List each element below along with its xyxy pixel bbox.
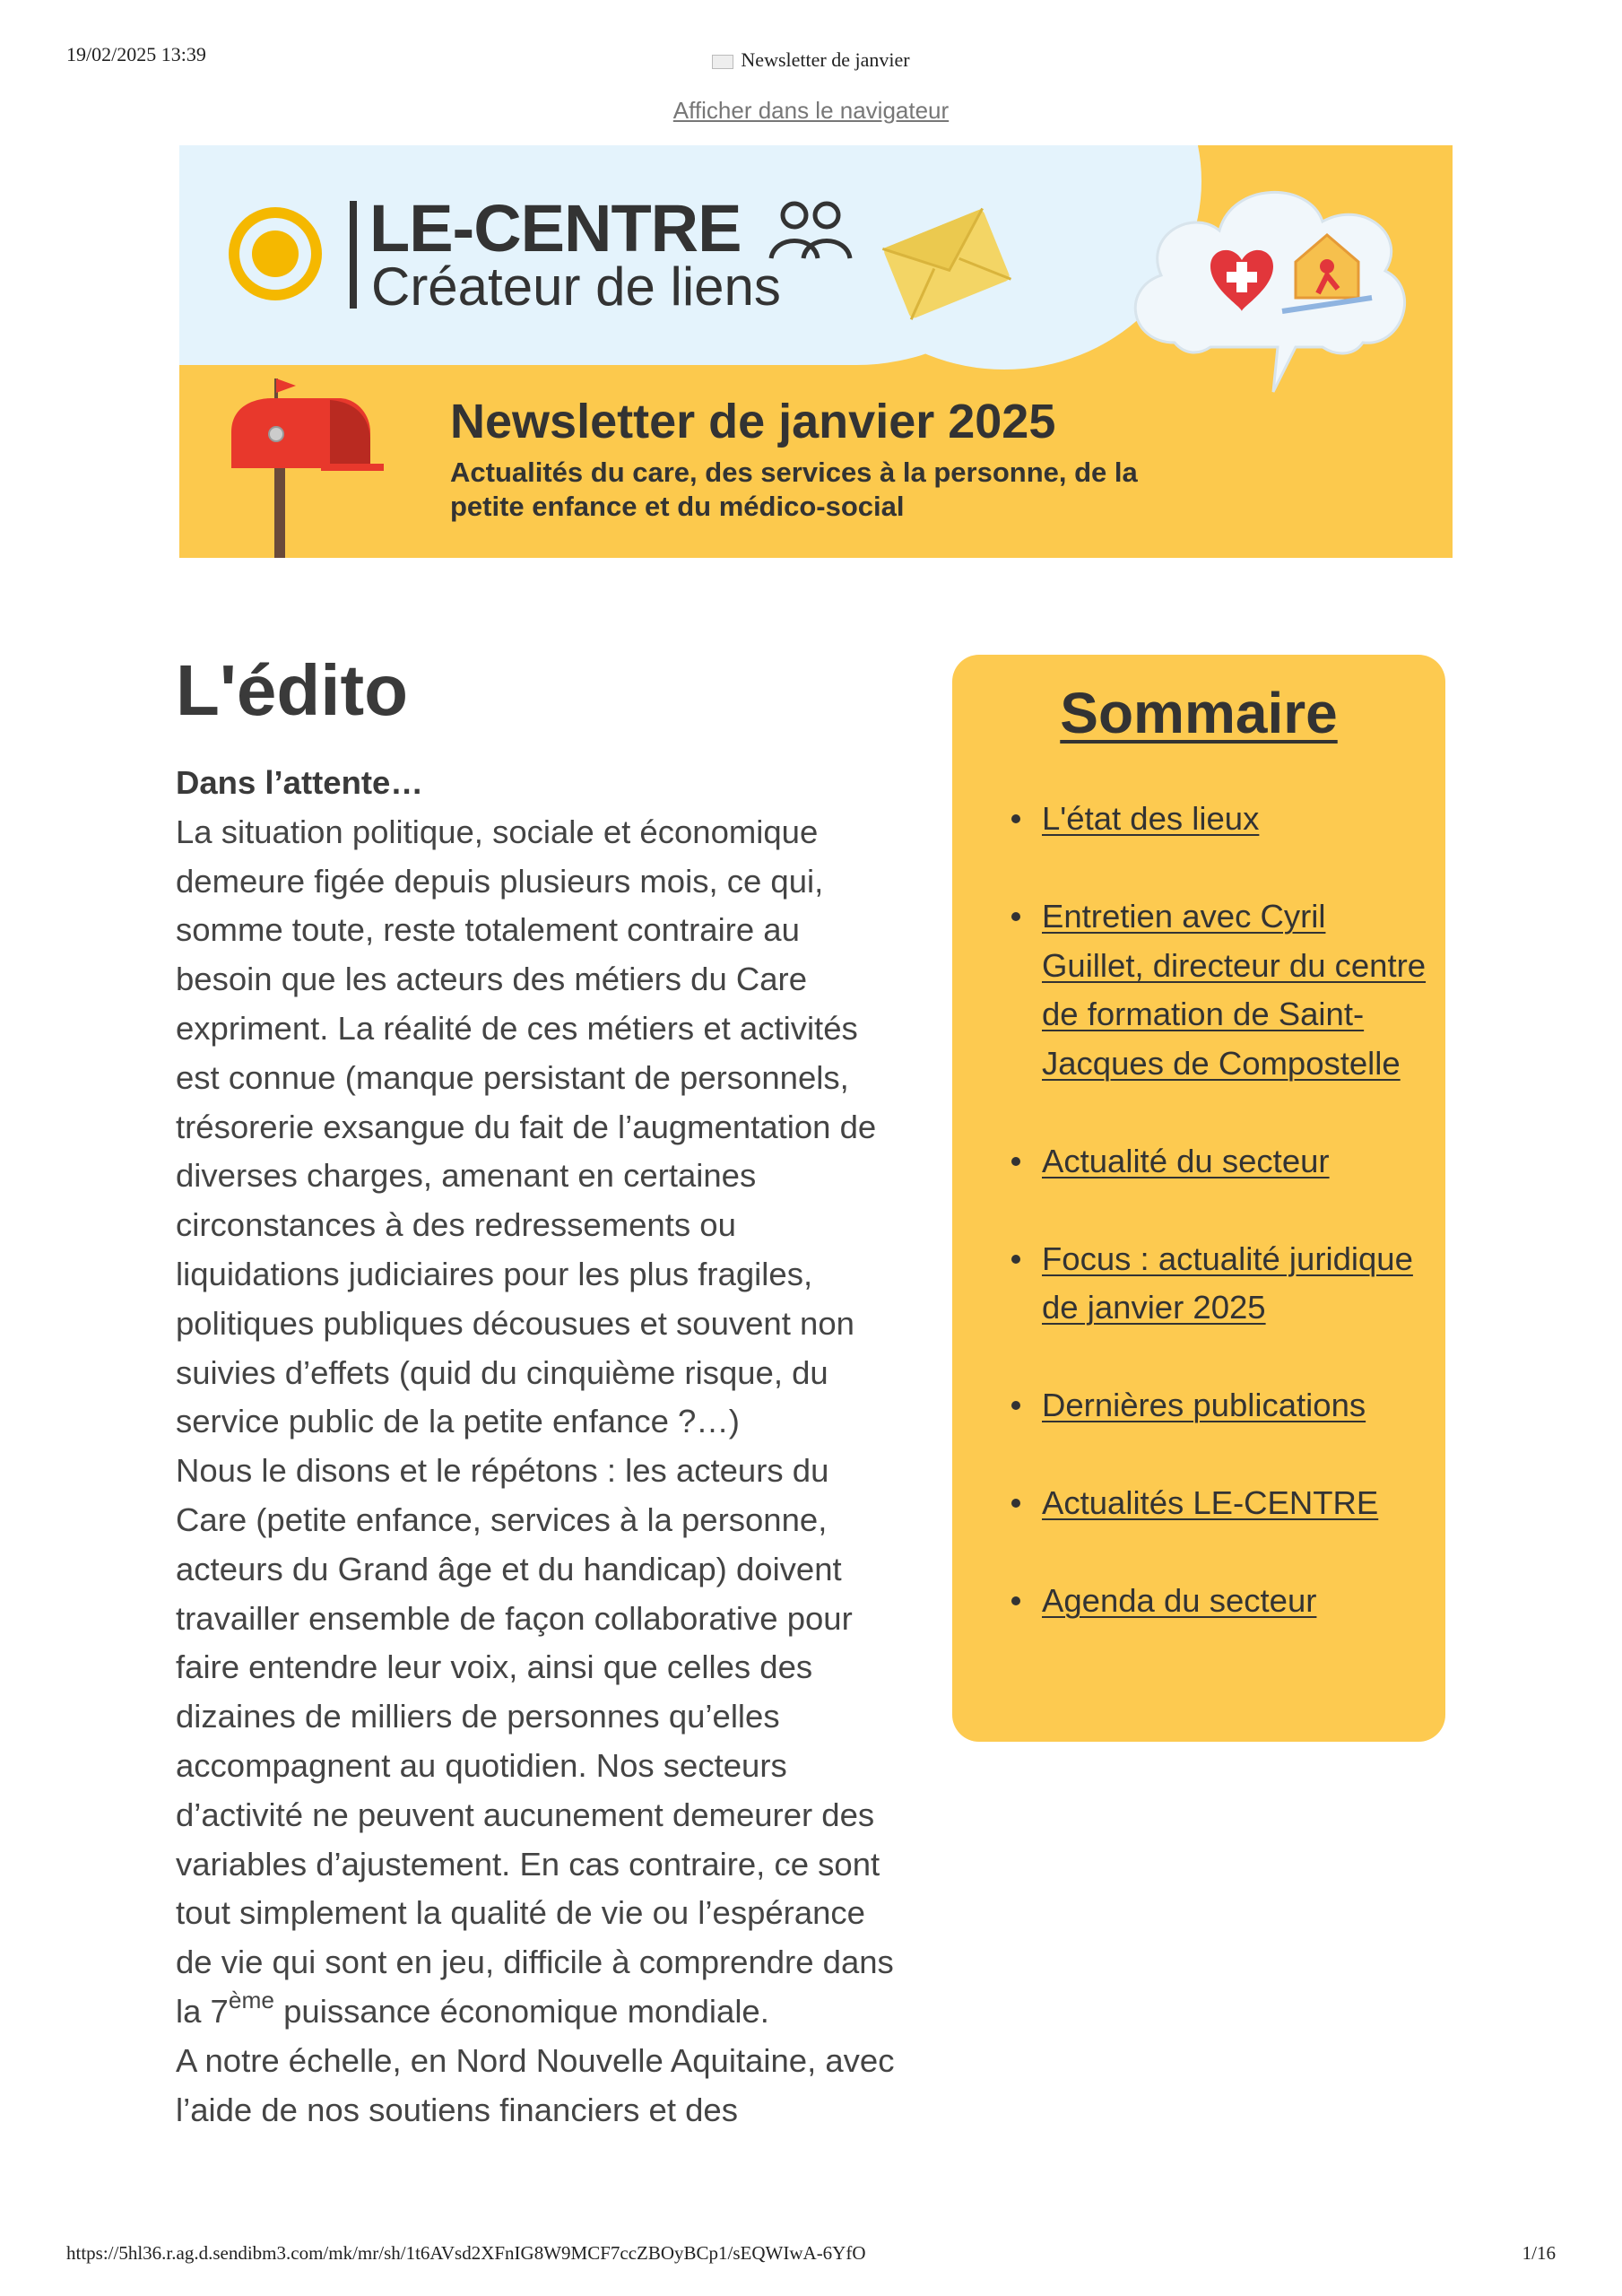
print-title-text: Newsletter de janvier — [741, 48, 910, 71]
list-item — [1006, 1479, 1427, 1528]
sommaire-link-focus-juridique[interactable]: Focus : actualité juridique de janvier 2025 — [1042, 1239, 1413, 1326]
sommaire-link-publications[interactable]: Dernières publications — [1042, 1387, 1366, 1423]
print-url: https://5hl36.r.ag.d.sendibm3.com/mk/mr/sh/1t6AVsd2XFnIG8W9MCF7ccZBOyBCp1/sEQWIwA-6YfO — [66, 2242, 866, 2264]
people-icon — [766, 199, 855, 262]
list-item — [1006, 795, 1427, 844]
view-in-browser-link[interactable]: Afficher dans le navigateur — [672, 97, 950, 124]
print-page-number: 1/16 — [1522, 2242, 1556, 2264]
sommaire-list — [1006, 795, 1427, 1674]
edito-paragraph-3: A notre échelle, en Nord Nouvelle Aquitaine, avec l’aide de nos soutiens financiers et des — [176, 2041, 895, 2128]
envelope-icon — [879, 199, 1013, 325]
list-item — [1006, 892, 1427, 1088]
mailbox-icon — [222, 370, 384, 558]
print-datetime: 19/02/2025 13:39 — [66, 43, 206, 65]
banner-subtitle: Actualités du care, des services à la personne, de la petite enfance et du médico-social — [450, 457, 1138, 522]
sommaire-title: Sommaire — [1060, 681, 1338, 745]
list-item — [1006, 1235, 1427, 1333]
sommaire-link-etat-des-lieux[interactable]: L'état des lieux — [1042, 800, 1260, 837]
sommaire-link-entretien[interactable]: Entretien avec Cyril Guillet, directeur du centre de formation de Saint-Jacques de Compostelle — [1042, 898, 1427, 1082]
sommaire-link-actualite-secteur[interactable]: Actualité du secteur — [1042, 1142, 1330, 1179]
list-item — [1006, 1381, 1427, 1431]
sommaire-link-actualites-le-centre[interactable]: Actualités LE-CENTRE — [1042, 1484, 1379, 1521]
logo-target-icon — [226, 204, 325, 303]
sommaire-box — [952, 655, 1445, 1742]
edito-title: L'édito — [176, 650, 408, 730]
edito-lead: Dans l’attente… — [176, 764, 423, 801]
list-item — [1006, 1137, 1427, 1187]
envelope-icon — [712, 55, 733, 69]
cloud-heart-house-icon — [1112, 163, 1417, 396]
edito-p2-superscript: ème — [228, 1987, 274, 2014]
edito-paragraph-2 — [176, 1447, 902, 2037]
banner-title: Newsletter de janvier 2025 — [450, 395, 1056, 448]
brand-divider — [350, 201, 357, 309]
brand-tagline: Créateur de liens — [371, 257, 781, 317]
print-title — [0, 48, 1622, 72]
edito-p2-text-end: puissance économique mondiale. — [273, 1992, 769, 2030]
edito-paragraph-1: La situation politique, sociale et économique demeure figée depuis plusieurs mois, ce qui, somme toute, reste totalement contraire au besoin que les acteurs des métiers du Care expriment. La réalité de ces métiers et activités est connue (manque persistant de personnels, trésorerie exsangue du fait de l’augmentation de diverses charges, amenant en certaines circonstances à des redressements ou liquidations judiciaires pour les plus fragiles, politiques publiques décousues et souvent non suivies d’effets (quid du cinquième risque, du service public de la petite enfance ?…) — [176, 813, 877, 1440]
sommaire-link-agenda[interactable]: Agenda du secteur — [1042, 1582, 1317, 1619]
newsletter-banner — [179, 145, 1453, 558]
edito-p2-text: Nous le disons et le répétons : les acteurs du Care (petite enfance, services à la personne, acteurs du Grand âge et du handicap) doivent travailler ensemble de façon collaborative pour faire entendre leur voix, ainsi que celles des dizaines de milliers de personnes qu’elles accompagnent au quotidien. Nos secteurs d’activité ne peuvent aucunement demeurer des variables d’ajustement. En cas contraire, ce sont tout simplement la qualité de vie ou l’espérance de vie qui sont en jeu, difficile à comprendre dans la 7 — [176, 1452, 894, 2030]
brand-name: LE-CENTRE — [369, 191, 742, 265]
list-item — [1006, 1577, 1427, 1626]
edito-body — [176, 759, 902, 2135]
